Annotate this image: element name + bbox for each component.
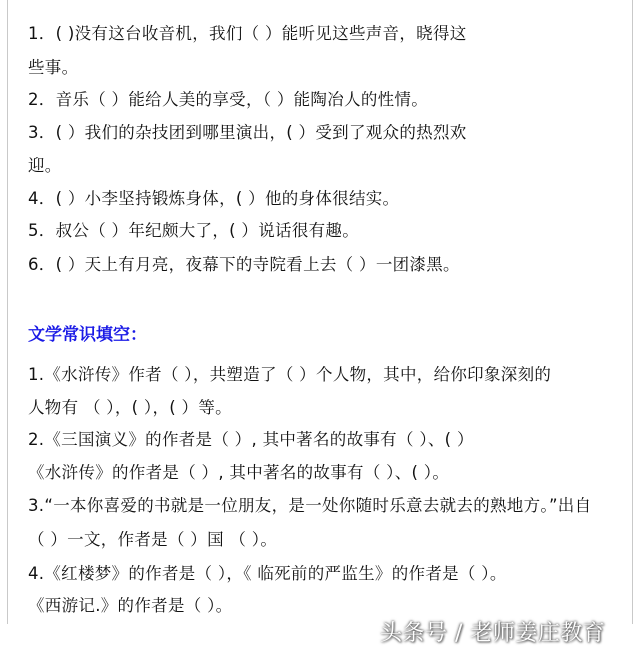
- exercise-line-1: 1．( )没有这台收音机，我们（ ）能听见这些声音，晓得这: [28, 24, 467, 43]
- section-heading: 文学常识填空：: [28, 325, 147, 345]
- exercise-line-4: 4．( ）小李坚持锻炼身体，( ）他的身体很结实。: [28, 189, 400, 208]
- exercise-line-3: 3．( ）我们的杂技团到哪里演出，( ）受到了观众的热烈欢: [28, 123, 467, 142]
- exercise-line-5: 5．叔公（ ）年纪颇大了，( ）说话很有趣。: [28, 221, 360, 240]
- literature-line-2-cont: 《水浒传》的作者是（ ）, 其中著名的故事有（ ）、( ）。: [28, 463, 450, 482]
- literature-line-3-cont: （ ）一文，作者是（ ）国 （ ）。: [28, 530, 278, 549]
- literature-line-3: 3.“一本你喜爱的书就是一位朋友，是一处你随时乐意去就去的熟地方。”出自: [28, 496, 592, 515]
- literature-line-4-cont: 《西游记.》的作者是（ ）。: [28, 596, 233, 615]
- page-right-border: [632, 0, 633, 624]
- page-left-border: [7, 0, 8, 624]
- exercise-line-2: 2．音乐（ ）能给人美的享受，（ ）能陶冶人的性情。: [28, 90, 429, 109]
- literature-line-1-cont: 人物有 （ ），( ），( ）等。: [28, 398, 232, 417]
- exercise-line-3-cont: 迎。: [28, 156, 62, 175]
- exercise-line-1-cont: 些事。: [28, 58, 79, 77]
- watermark: 头条号 / 老师姜庄教育: [380, 621, 606, 646]
- exercise-line-6: 6．( ）天上有月亮，夜幕下的寺院看上去（ ）一团漆黑。: [28, 255, 460, 274]
- literature-line-2: 2.《三国演义》的作者是（ ）, 其中著名的故事有（ ）、( ）: [28, 430, 474, 449]
- literature-line-1: 1.《水浒传》作者（ ），共塑造了（ ）个人物，其中，给你印象深刻的: [28, 365, 552, 384]
- literature-line-4: 4.《红楼梦》的作者是（ ），《 临死前的严监生》的作者是（ ）。: [28, 564, 507, 583]
